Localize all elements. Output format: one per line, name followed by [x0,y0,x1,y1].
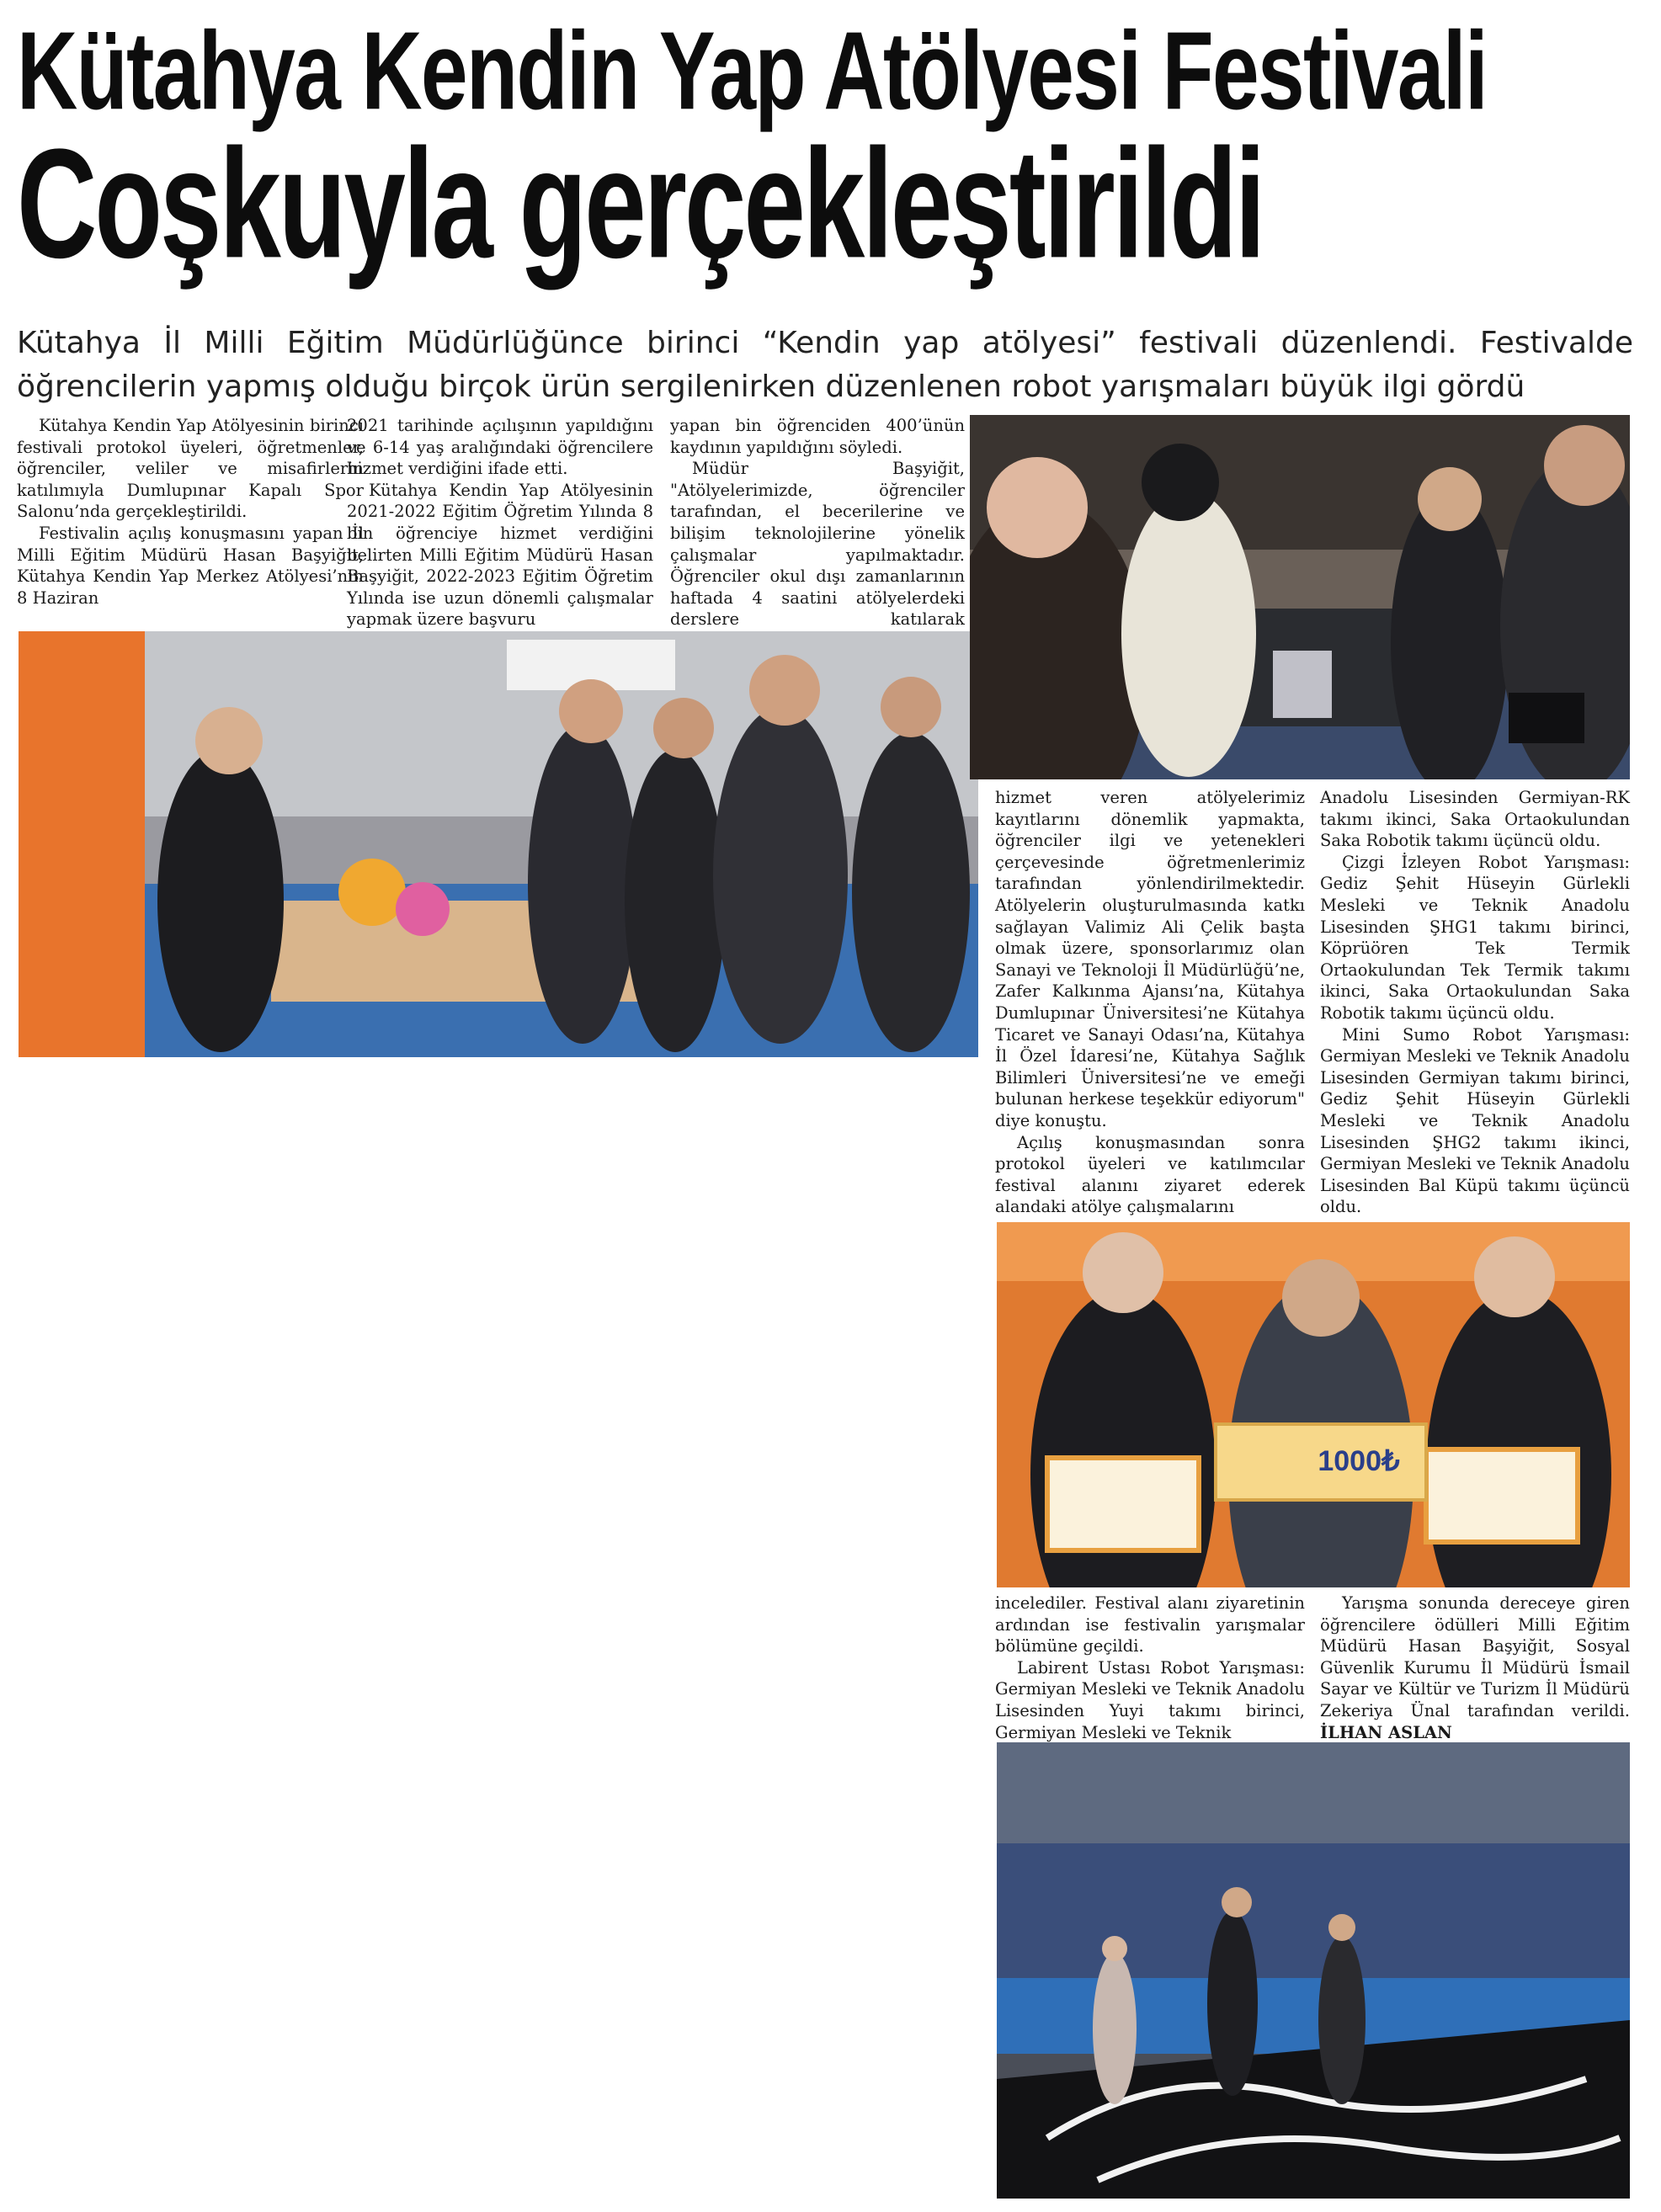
paragraph: hizmet veren atölyelerimiz kayıtlarını dönemlik yapmakta, öğrenciler ilgi ve yetenekleri çerçevesinde öğretmenlerimiz tarafından yönlendirilmektedir. Atölyelerin oluşturulmasında katkı sağlayan Valimiz Ali Çelik başta olmak üzere, sponsorlarımız olan Sanayi ve Teknoloji İl Müdürlüğü’ne, Zafer Kalkınma Ajansı’na, Kütahya Dumlupınar Üniversitesi’ne Kütahya Ticaret ve Sanayi Odası’na, Kütahya İl Özel İdaresi’ne, Kütahya Sağlık Bilimleri Üniversitesi’ne ve emeği bulunan herkese teşekkür ediyorum" diye konuştu. [995,788,1305,1130]
paragraph: yapan bin öğrenciden 400’ünün kaydının yapıldığını söyledi. [670,416,965,457]
paragraph: Festivalin açılış konuşmasını yapan İl Milli Eğitim Müdürü Hasan Başyiğit, Kütahya Kendin Yap Merkez Atölyesi’nin 8 Haziran [17,523,364,608]
body-column-6 [995,1593,1305,1743]
paragraph: Kütahya Kendin Yap Atölyesinin birinci festivali protokol üyeleri, öğretmenler, öğrenciler, veliler ve misafirlerin katılımıyla Dumlupınar Kapalı Spor Salonu’nda gerçekleştirildi. [17,416,364,522]
paragraph: 2021 tarihinde açılışının yapıldığını ve 6-14 yaş aralığındaki öğrencilere hizmet verdiğini ifade etti. [347,416,653,479]
headline-line-2: Coşkuyla gerçekleştirildi [17,117,1264,291]
photo-award-ceremony [997,1222,1630,1587]
body-column-1 [17,415,364,609]
body-column-7 [1320,1593,1630,1743]
photo-festival-visit [19,631,978,1057]
headline-line-1: Kütahya Kendin Yap Atölyesi Festivali [17,8,1488,133]
subheadline: Kütahya İl Milli Eğitim Müdürlüğünce birinci “Kendin yap atölyesi” festivali düzenlendi. Festivalde öğrencilerin yapmış olduğu birçok ürün sergilenirken düzenlenen robot yarışmaları büyük ilgi gördü [17,326,1633,404]
paragraph: incelediler. Festival alanı ziyaretinin ardından ise festivalin yarışmalar bölümüne geçildi. [995,1593,1305,1656]
paragraph: Kütahya Kendin Yap Atölyesinin 2021-2022 Eğitim Öğretim Yılında 8 bin öğrenciye hizmet verdiğini belirten Milli Eğitim Müdürü Hasan Başyiğit, 2022-2023 Eğitim Öğretim Yılında ise uzun dönemli çalışmalar yapmak üzere başvuru [347,480,653,630]
body-column-4 [995,787,1305,1218]
body-column-2 [347,415,653,630]
photo-robotics-table [970,415,1630,779]
paragraph: Çizgi İzleyen Robot Yarışması: Gediz Şehit Hüseyin Gürlekli Mesleki ve Teknik Anadolu Lisesinden ŞHG1 takımı birinci, Köprüören Tek Termik Ortaokulundan Tek Termik takımı ikinci, Saka Ortaokulundan Saka Robotik takımı üçüncü oldu. [1320,852,1630,1023]
paragraph: Müdür Başyiğit, "Atölyelerimizde, öğrenciler tarafından, el becerilerine ve bilişim teknolojilerine yönelik çalışmalar yapılmaktadır. Öğrenciler okul dışı zamanlarının haftada 4 saatini atölyelerdeki derslere katılarak [670,459,965,630]
body-column-5 [1320,787,1630,1218]
paragraph: Açılış konuşmasından sonra protokol üyeleri ve katılımcılar festival alanını ziyaret ederek alandaki atölye çalışmalarını [995,1132,1305,1217]
paragraph: Mini Sumo Robot Yarışması: Germiyan Mesleki ve Teknik Anadolu Lisesinden Germiyan takımı birinci, Gediz Şehit Hüseyin Gürlekli Mesleki ve Teknik Anadolu Lisesinden ŞHG2 takımı ikinci, Germiyan Mesleki ve Teknik Anadolu Lisesinden Bal Küpü takımı üçüncü oldu. [1320,1024,1630,1217]
closing-paragraph: Yarışma sonunda dereceye giren öğrencilere ödülleri Milli Eğitim Müdürü Hasan Başyiğit, Sosyal Güvenlik Kurumu İl Müdürü İsmail Sayar ve Kültür ve Turizm İl Müdürü Zekeriya Ünal tarafından verildi. [1320,1593,1630,1720]
paragraph [1320,1593,1630,1743]
body-column-3 [670,415,965,652]
award-check-amount: 1000₺ [1318,1445,1400,1477]
paragraph: Anadolu Lisesinden Germiyan-RK takımı ikinci, Saka Ortaokulundan Saka Robotik takımı üçüncü oldu. [1320,788,1630,851]
byline: İLHAN ASLAN [1320,1722,1452,1742]
paragraph: Labirent Ustası Robot Yarışması: Germiyan Mesleki ve Teknik Anadolu Lisesinden Yuyi takımı birinci, Germiyan Mesleki ve Teknik [995,1657,1305,1742]
photo-robot-competition [997,1742,1630,2199]
